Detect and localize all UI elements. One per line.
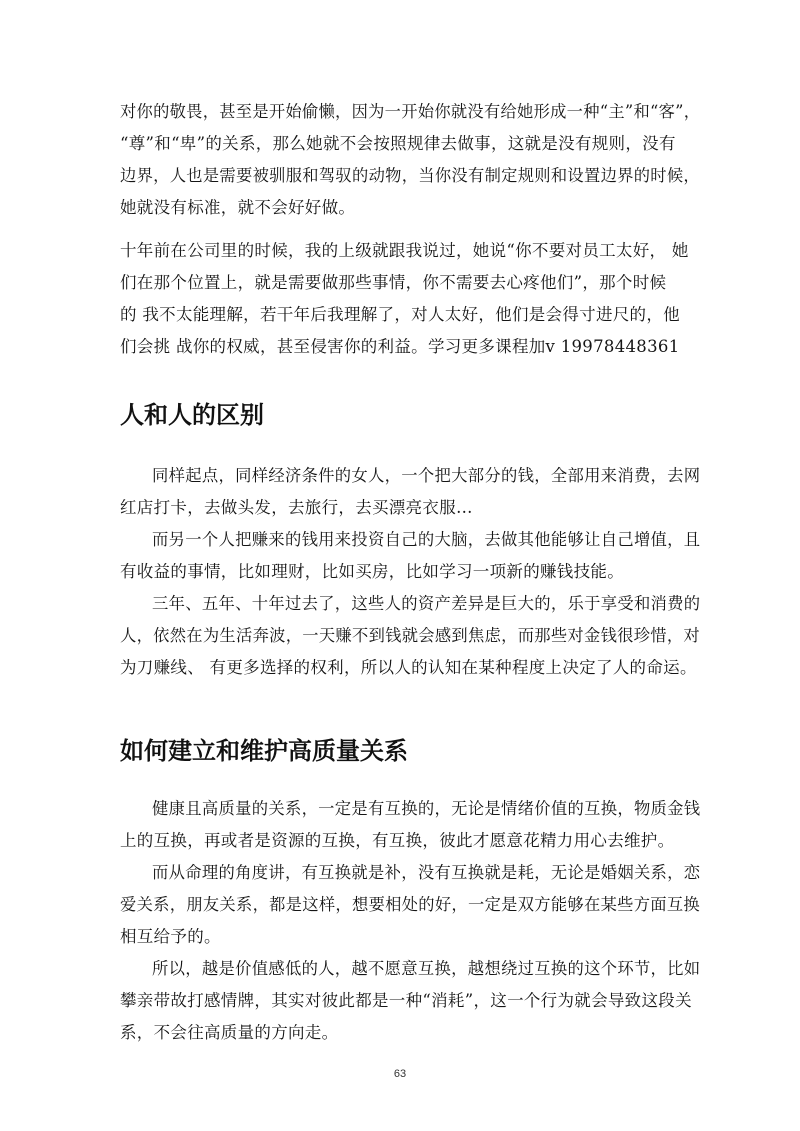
- text-line: “尊”和“卑”的关系，那么她就不会按照规律去做事，这就是没有规则，没有: [120, 134, 676, 153]
- page-number: 63: [393, 1068, 407, 1080]
- text-line: 对你的敬畏，甚至是开始偷懒，因为一开始你就没有给她形成一种“主”和“客”，: [120, 102, 701, 121]
- text-line: 有收益的事情，比如理财，比如买房，比如学习一项新的赚钱技能。: [120, 562, 624, 581]
- text-line: 人，依然在为生活奔波，一天赚不到钱就会感到焦虑，而那些对金钱很珍惜，对: [120, 626, 701, 645]
- text-line: 健康且高质量的关系，一定是有互换的，无论是情绪价值的互换，物质金钱: [152, 799, 701, 818]
- text-line: 她就没有标准，就不会好好做。: [120, 198, 356, 217]
- text-line: 而另一个人把赚来的钱用来投资自己的大脑，去做其他能够让自己增值，且: [152, 530, 701, 549]
- text-line: 的 我不太能理解，若干年后我理解了，对人太好，他们是会得寸进尺的，他: [120, 305, 680, 324]
- text-line: 而从命理的角度讲，有互换就是补，没有互换就是耗，无论是婚姻关系，恋: [152, 863, 701, 882]
- text-line: 爱关系，朋友关系，都是这样，想要相处的好，一定是双方能够在某些方面互换: [120, 895, 701, 914]
- section-heading: 人和人的区别: [120, 401, 264, 429]
- text-line: 为刀赚线、 有更多选择的权利，所以人的认知在某种程度上决定了人的命运。: [120, 658, 697, 677]
- text-line: 们在那个位置上，就是需要做那些事情，你不需要去心疼他们”，那个时候: [120, 273, 667, 292]
- text-line: 十年前在公司里的时候，我的上级就跟我说过，她说“你不要对员工太好， 她: [120, 241, 689, 260]
- text-line: 上的互换，再或者是资源的互换，有互换，彼此才愿意花精力用心去维护。: [120, 831, 675, 850]
- text-line: 相互给予的。: [120, 927, 221, 946]
- text-line: 系，不会往高质量的方向走。: [120, 1023, 339, 1042]
- text-line: 们会挑 战你的权威，甚至侵害你的利益。学习更多课程加v 19978448361: [120, 337, 680, 356]
- text-line: 所以，越是价值感低的人，越不愿意互换，越想绕过互换的这个环节，比如: [152, 959, 701, 978]
- text-line: 攀亲带故打感情牌，其实对彼此都是一种“消耗”，这一个行为就会导致这段关: [120, 991, 692, 1010]
- text-line: 同样起点，同样经济条件的女人，一个把大部分的钱，全部用来消费，去网: [152, 466, 701, 485]
- section-heading: 如何建立和维护高质量关系: [120, 737, 408, 765]
- text-line: 边界，人也是需要被驯服和驾驭的动物，当你没有制定规则和设置边界的时候，: [120, 166, 701, 185]
- text-line: 三年、五年、十年过去了，这些人的资产差异是巨大的，乐于享受和消费的: [152, 594, 701, 613]
- text-line: 红店打卡，去做头发，去旅行，去买漂亮衣服…: [120, 498, 473, 517]
